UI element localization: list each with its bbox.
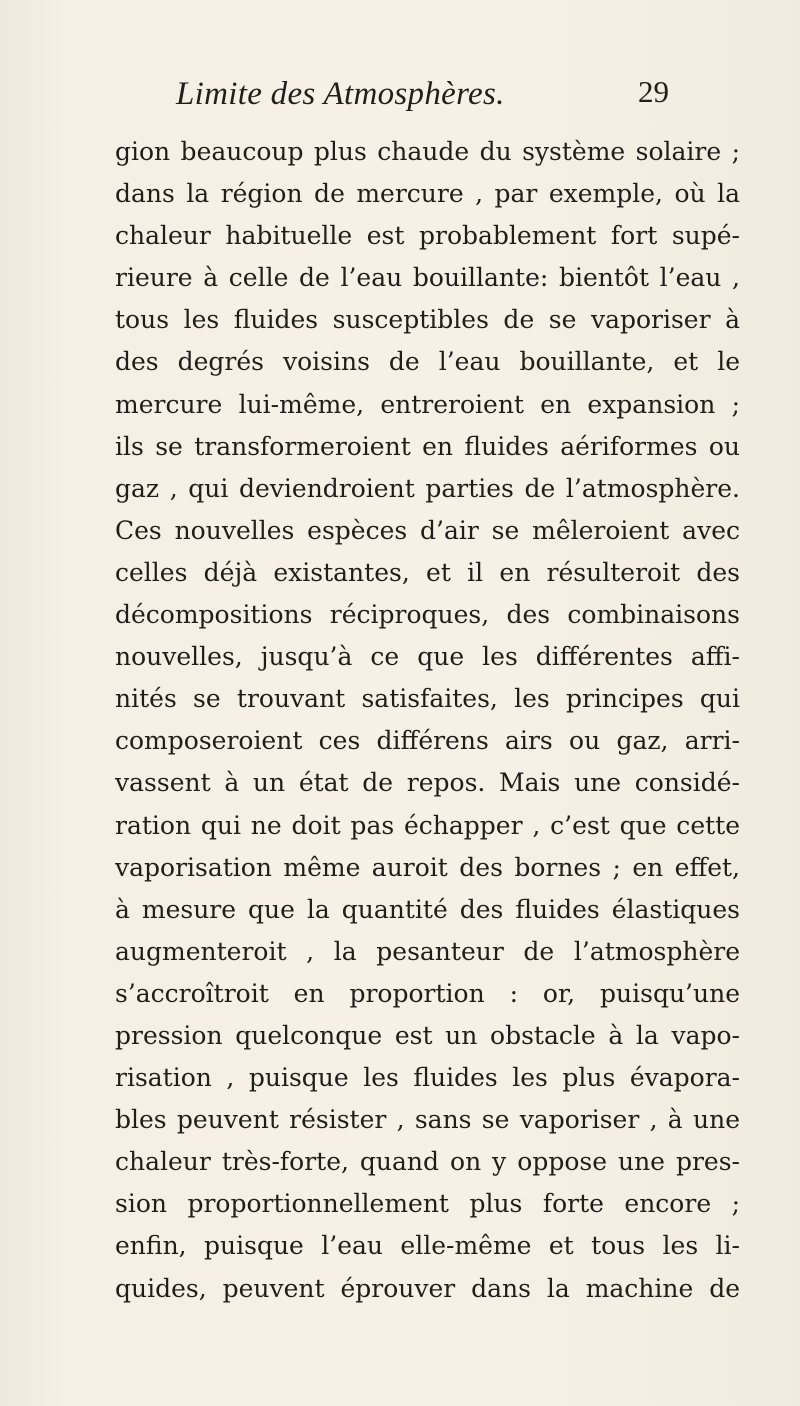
- text-line: sion proportionnellement plus forte encore ;: [115, 1189, 740, 1219]
- page-header: [0, 70, 800, 120]
- text-line: ils se transformeroient en fluides aériformes ou: [115, 431, 740, 461]
- body-text: [115, 131, 740, 1310]
- text-line: quides, peuvent éprouver dans la machine de: [115, 1273, 740, 1303]
- text-line: Ces nouvelles espèces d’air se mêleroient avec: [115, 515, 740, 545]
- text-line: ration qui ne doit pas échapper , c’est que cette: [115, 810, 740, 840]
- running-title: Limite des Atmosphères.: [176, 76, 505, 112]
- text-line: augmenteroit , la pesanteur de l’atmosphère: [115, 936, 740, 966]
- text-line: des degrés voisins de l’eau bouillante, et le: [115, 347, 740, 377]
- text-line: gaz , qui deviendroient parties de l’atmosphère.: [115, 473, 740, 503]
- text-line: enfin, puisque l’eau elle-même et tous les li-: [115, 1231, 740, 1261]
- text-line: nités se trouvant satisfaites, les principes qui: [115, 684, 740, 714]
- text-line: risation , puisque les fluides les plus évapora-: [115, 1063, 740, 1093]
- text-line: gion beaucoup plus chaude du système solaire ;: [115, 137, 740, 166]
- text-line: mercure lui-même, entreroient en expansion ;: [115, 389, 740, 419]
- text-line: s’accroîtroit en proportion : or, puisqu’une: [115, 978, 740, 1008]
- text-line: chaleur très-forte, quand on y oppose une pres-: [115, 1147, 740, 1177]
- text-line: composeroient ces différens airs ou gaz, arri-: [115, 726, 740, 756]
- text-line: chaleur habituelle est probablement fort supé-: [115, 221, 740, 251]
- page-number: 29: [638, 74, 669, 109]
- text-line: bles peuvent résister , sans se vaporiser , à une: [115, 1105, 740, 1135]
- text-line: vaporisation même auroit des bornes ; en effet,: [115, 852, 740, 882]
- text-line: celles déjà existantes, et il en résulteroit des: [115, 557, 740, 587]
- text-line: à mesure que la quantité des fluides élastiques: [115, 894, 740, 924]
- text-line: rieure à celle de l’eau bouillante: bientôt l’eau ,: [115, 263, 740, 293]
- text-line: nouvelles, jusqu’à ce que les différentes affi-: [115, 642, 740, 672]
- text-line: pression quelconque est un obstacle à la vapo-: [115, 1020, 740, 1050]
- text-line: décompositions réciproques, des combinaisons: [115, 600, 740, 630]
- text-line: dans la région de mercure , par exemple, où la: [115, 179, 740, 209]
- text-line: tous les fluides susceptibles de se vaporiser à: [115, 305, 740, 335]
- text-line: vassent à un état de repos. Mais une considé-: [115, 768, 740, 798]
